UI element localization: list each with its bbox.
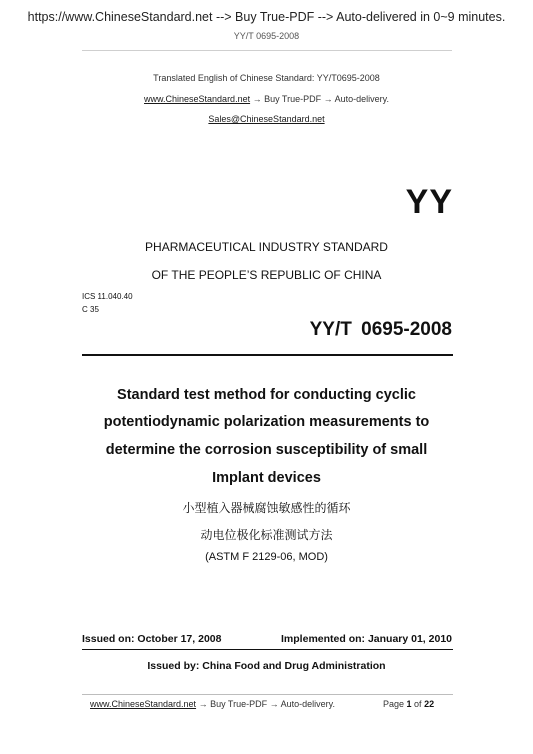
chinese-title-line-1: 小型植入器械腐蚀敏感性的循环: [182, 501, 351, 515]
standard-number: YY/T 0695-2008: [309, 319, 452, 340]
page-number: 1: [406, 699, 412, 709]
adoption-note: (ASTM F 2129-06, MOD): [205, 551, 328, 563]
footer-divider: [82, 694, 453, 695]
page-indicator: [383, 699, 434, 709]
sales-email-link[interactable]: Sales@ChineseStandard.net: [208, 114, 325, 124]
translation-site-line: [0, 94, 533, 104]
header-divider: [82, 50, 452, 51]
implemented-date: Implemented on: January 01, 2010: [281, 633, 452, 645]
footer-site-line: [90, 699, 335, 709]
ics-code: ICS 11.040.40: [82, 292, 133, 301]
buy-pdf-note: → Buy True-PDF → Auto-delivery.: [250, 94, 389, 104]
standard-type-line1: PHARMACEUTICAL INDUSTRY STANDARD: [145, 240, 388, 254]
page-label: Page: [383, 699, 407, 709]
standard-type-line2: OF THE PEOPLE’S REPUBLIC OF CHINA: [151, 268, 382, 282]
title-line-3: determine the corrosion susceptibility of small: [105, 442, 428, 458]
footer-site-link[interactable]: www.ChineseStandard.net: [90, 699, 197, 709]
category-code: YY: [405, 183, 453, 221]
ccs-code: C 35: [82, 305, 99, 314]
translation-note: Translated English of Chinese Standard: YY/T0695-2008: [153, 73, 380, 83]
issue-divider: [82, 649, 453, 650]
issuing-authority: Issued by: China Food and Drug Administration: [147, 660, 386, 672]
of-label: of: [411, 699, 425, 709]
site-link[interactable]: www.ChineseStandard.net: [144, 94, 251, 104]
header-doc-code: YY/T 0695-2008: [233, 31, 300, 41]
page-total: 22: [424, 699, 435, 709]
chinese-title-line-2: 动电位极化标准测试方法: [200, 528, 333, 542]
footer-buy-note: → Buy True-PDF → Auto-delivery.: [196, 699, 335, 709]
header-promo-text: https://www.ChineseStandard.net --> Buy True-PDF --> Auto-delivered in 0~9 minutes.: [27, 10, 506, 24]
issued-date: Issued on: October 17, 2008: [82, 633, 222, 645]
title-divider: [82, 354, 453, 356]
title-line-1: Standard test method for conducting cyclic: [117, 387, 416, 403]
title-line-2: potentiodynamic polarization measurements to: [103, 414, 430, 430]
title-line-4: Implant devices: [212, 470, 321, 486]
